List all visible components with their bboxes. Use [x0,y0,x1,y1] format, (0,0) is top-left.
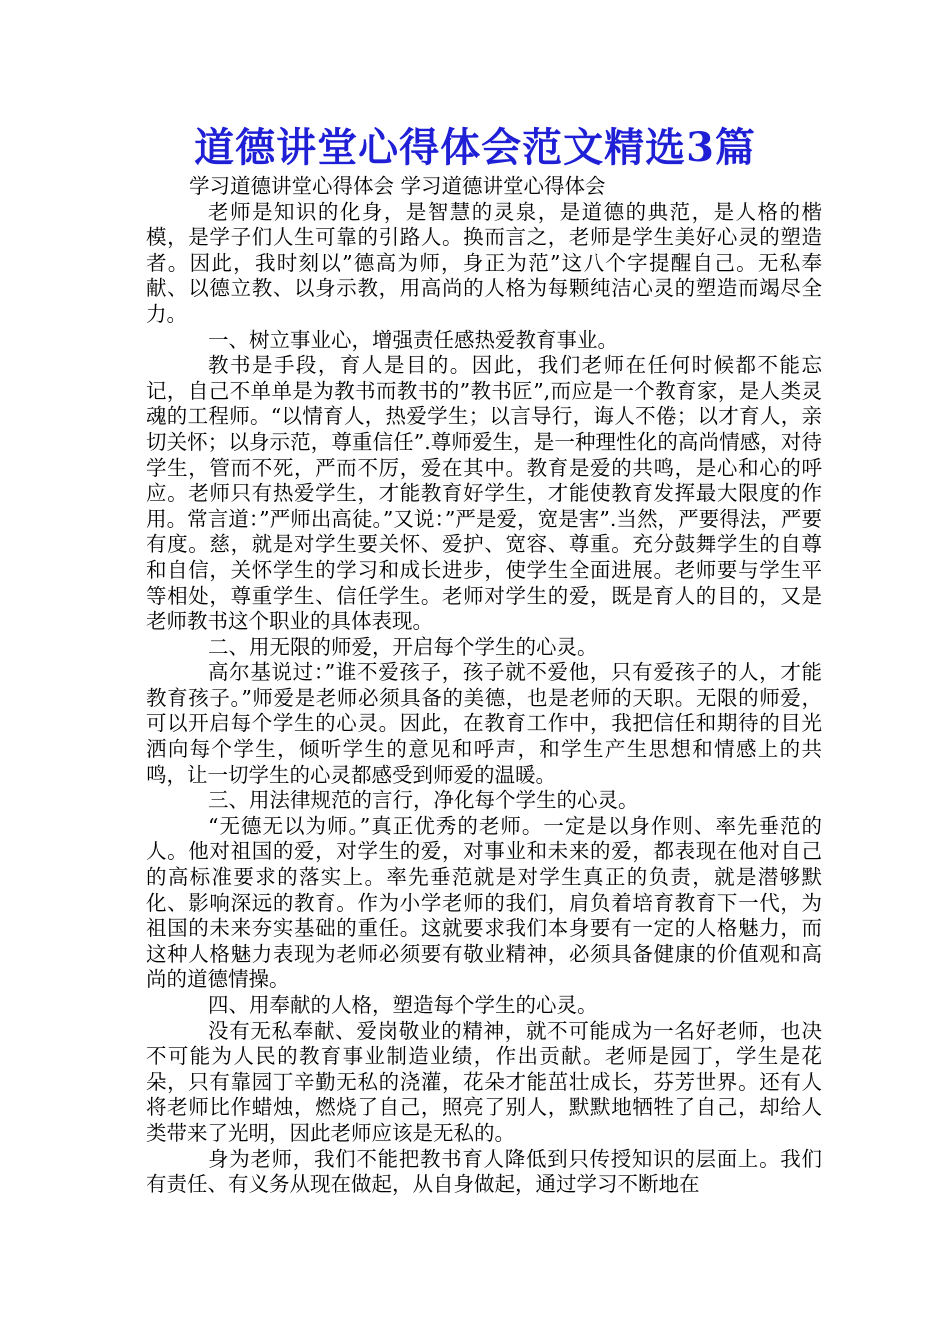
paragraph-section-3: “无德无以为师。”真正优秀的老师。一定是以身作则、率先垂范的人。他对祖国的爱，对学生的爱，对事业和未来的爱，都表现在他对自己的高标准要求的落实上。率先垂范就是对学生真正的负责，就是潜够默化、影响深远的教育。作为小学老师的我们，肩负着培育教育下一代，为祖国的未来夯实基础的重任。这就要求我们本身要有一定的人格魅力，而这种人格魅力表现为老师必须要有敬业精神，必须具备健康的价值观和高尚的道德情操。 [146,813,822,992]
paragraph-section-1: 教书是手段，育人是目的。因此，我们老师在任何时候都不能忘记，自己不单单是为教书而教书的”教书匠”,而应是一个教育家，是人类灵魂的工程师。“以情育人，热爱学生；以言导行，诲人不倦；以才育人，亲切关怀；以身示范，尊重信任”.尊师爱生，是一种理性化的高尚情感，对待学生，管而不死，严而不厉，爱在其中。教育是爱的共鸣，是心和心的呼应。老师只有热爱学生，才能教育好学生，才能使教育发挥最大限度的作用。常言道：”严师出高徒。”又说：”严是爱，宽是害”.当然，严要得法，严要有度。慈，就是对学生要关怀、爱护、宽容、尊重。充分鼓舞学生的自尊和自信，关怀学生的学习和成长进步，使学生全面进展。老师要与学生平等相处，尊重学生、信任学生。老师对学生的爱，既是育人的目的，又是老师教书这个职业的具体表现。 [146,353,822,634]
section-heading-3: 三、用法律规范的言行，净化每个学生的心灵。 [208,788,639,813]
document-title: 道德讲堂心得体会范文精选3篇 [194,124,756,171]
paragraph-section-4: 没有无私奉献、爱岗敬业的精神，就不可能成为一名好老师，也决不可能为人民的教育事业制造业绩，作出贡献。老师是园丁，学生是花朵，只有靠园丁辛勤无私的浇灌，花朵才能茁壮成长，芬芳世界。还有人将老师比作蜡烛，燃烧了自己，照亮了别人，默默地牺牲了自己，却给人类带来了光明，因此老师应该是无私的。 [146,1018,822,1145]
section-heading-2: 二、用无限的师爱，开启每个学生的心灵。 [208,634,598,659]
paragraph-intro: 老师是知识的化身，是智慧的灵泉，是道德的典范，是人格的楷模，是学子们人生可靠的引路人。换而言之，老师是学生美好心灵的塑造者。因此，我时刻以”德高为师，身正为范”这八个字提醒自己。无私奉献、以德立教、以身示教，用高尚的人格为每颗纯洁心灵的塑造而竭尽全力。 [146,199,822,326]
document-body [146,174,822,1198]
paragraph-closing: 身为老师，我们不能把教书育人降低到只传授知识的层面上。我们有责任、有义务从现在做起，从自身做起，通过学习不断地在 [146,1146,822,1197]
document-subtitle: 学习道德讲堂心得体会 学习道德讲堂心得体会 [189,174,606,198]
paragraph-section-2: 高尔基说过：”谁不爱孩子，孩子就不爱他，只有爱孩子的人，才能教育孩子。”师爱是老师必须具备的美德，也是老师的天职。无限的师爱，可以开启每个学生的心灵。因此，在教育工作中，我把信任和期待的目光洒向每个学生，倾听学生的意见和呼声，和学生产生思想和情感上的共鸣，让一切学生的心灵都感受到师爱的温暖。 [146,660,822,787]
section-heading-1: 一、树立事业心，增强责任感热爱教育事业。 [208,327,618,352]
section-heading-4: 四、用奉献的人格，塑造每个学生的心灵。 [208,993,598,1017]
